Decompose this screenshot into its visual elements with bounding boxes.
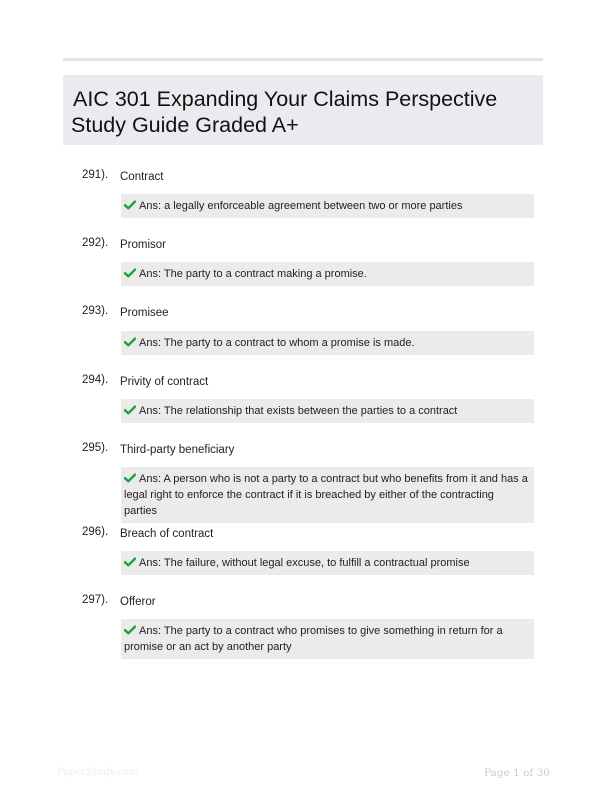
question-term: Offeror <box>120 596 156 608</box>
title-line-2: Study Guide Graded A+ <box>71 113 299 137</box>
question-number: 292). <box>82 237 109 249</box>
footer-watermark: PaperStudy.com <box>57 767 139 778</box>
answer-text: Ans: A person who is not a party to a contract but who benefits from it and has a legal right to enforce the contract if it is breached by either of the contracting parties <box>124 473 528 517</box>
question-term: Promisor <box>120 239 167 251</box>
check-icon <box>124 268 136 278</box>
check-icon <box>124 200 136 210</box>
answer-box <box>121 262 534 286</box>
question-number: 291). <box>82 169 109 181</box>
answer-box <box>121 619 534 659</box>
answer-box <box>121 399 534 423</box>
check-icon <box>124 625 136 635</box>
question-term: Contract <box>120 171 164 183</box>
top-divider <box>63 58 543 61</box>
answer-box <box>121 467 534 523</box>
question-number: 297). <box>82 594 109 606</box>
check-icon <box>124 473 136 483</box>
answer-text: Ans: The failure, without legal excuse, to fulfill a contractual promise <box>139 557 470 569</box>
question-number: 293). <box>82 305 109 317</box>
answer-text: Ans: The relationship that exists between the parties to a contract <box>139 405 458 417</box>
question-term: Third-party beneficiary <box>120 444 235 456</box>
answer-text: Ans: a legally enforceable agreement between two or more parties <box>139 200 463 212</box>
title-line-1: AIC 301 Expanding Your Claims Perspective <box>73 87 498 111</box>
question-term: Breach of contract <box>120 528 214 540</box>
title-banner <box>63 75 543 145</box>
answer-text: Ans: The party to a contract making a promise. <box>139 268 367 280</box>
answer-text: Ans: The party to a contract to whom a promise is made. <box>139 337 415 349</box>
document-title <box>71 86 533 138</box>
question-number: 294). <box>82 374 109 386</box>
answer-box <box>121 194 534 218</box>
page-number: Page 1 of 30 <box>483 767 550 779</box>
check-icon <box>124 337 136 347</box>
check-icon <box>124 557 136 567</box>
question-number: 295). <box>82 442 109 454</box>
question-number: 296). <box>82 526 109 538</box>
check-icon <box>124 405 136 415</box>
answer-text: Ans: The party to a contract who promises to give something in return for a promise or an act by another party <box>124 625 503 653</box>
question-term: Privity of contract <box>120 376 209 388</box>
answer-box <box>121 331 534 355</box>
answer-box <box>121 551 534 575</box>
question-term: Promisee <box>120 307 169 319</box>
